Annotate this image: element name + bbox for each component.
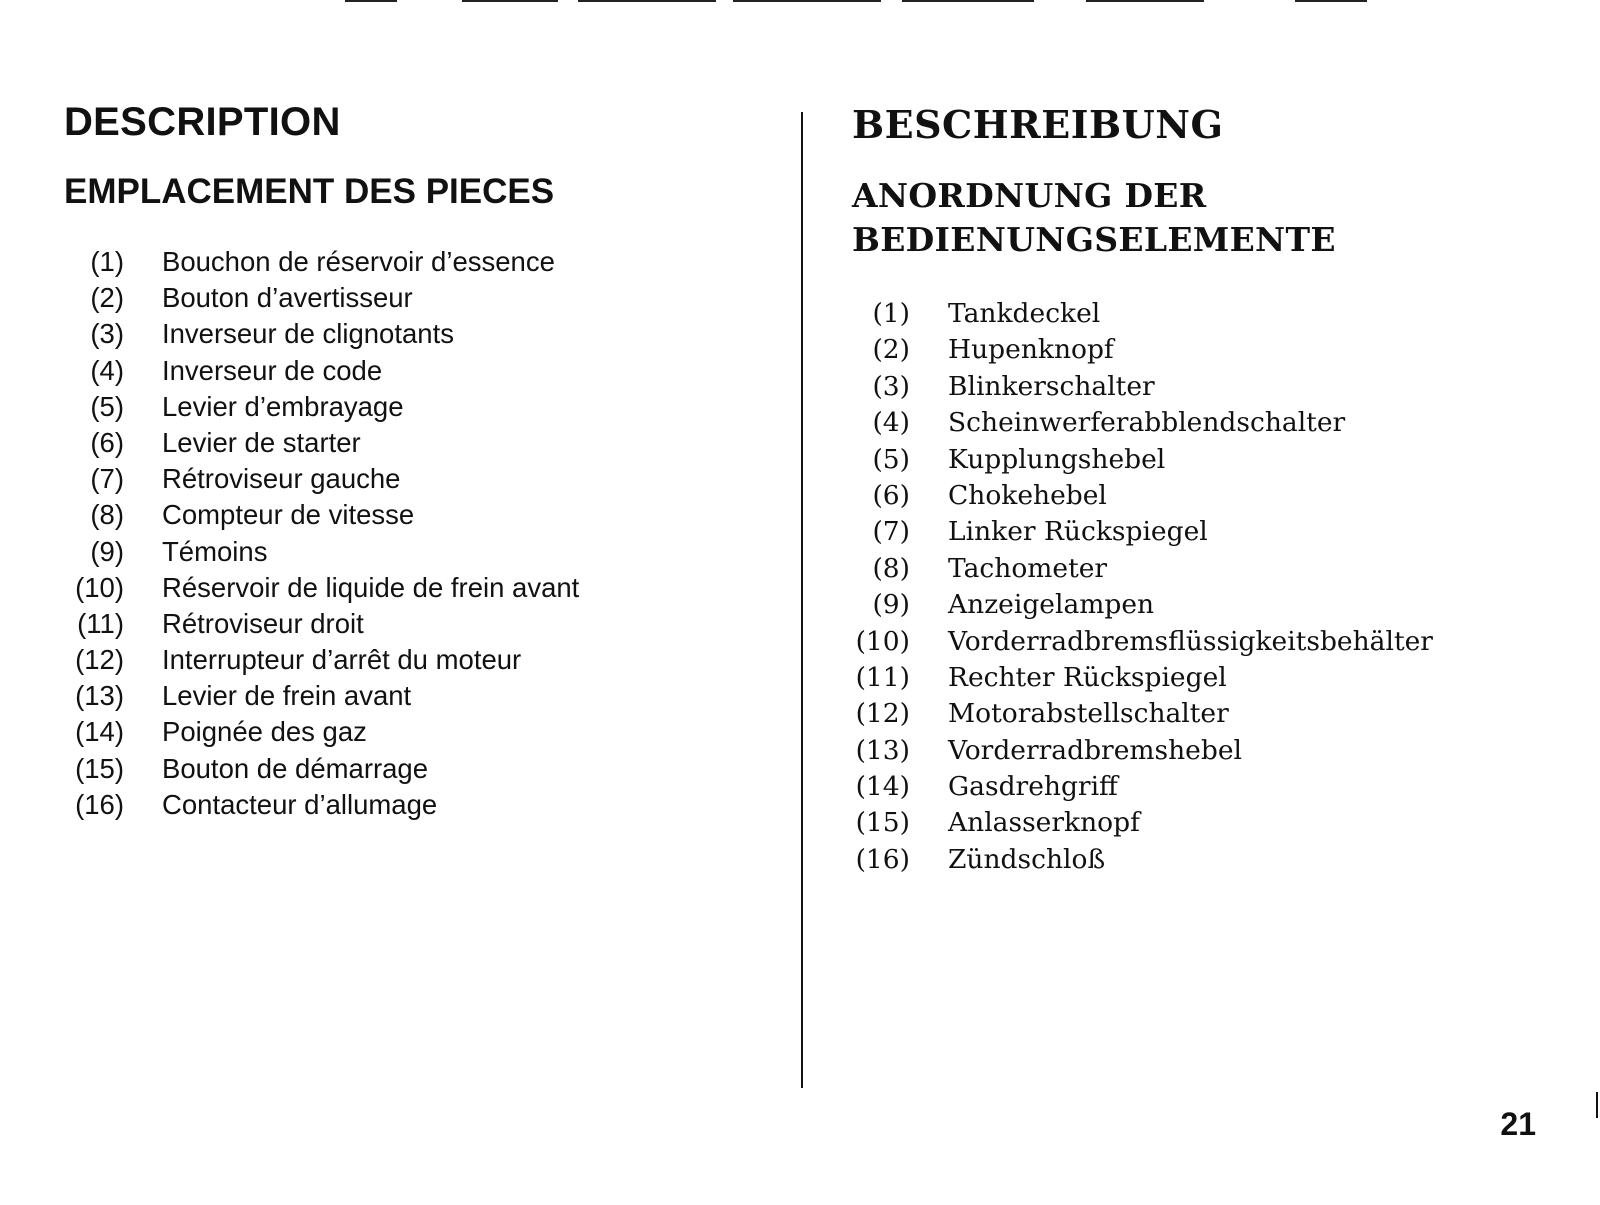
item-number: (1) xyxy=(90,246,124,277)
item-number: (2) xyxy=(872,334,910,366)
list-item xyxy=(64,280,784,316)
list-item xyxy=(852,405,1572,441)
list-item xyxy=(64,461,784,497)
item-number: (10) xyxy=(75,571,124,603)
item-number: (8) xyxy=(90,499,124,531)
list-item xyxy=(852,296,1572,332)
german-subtitle-line2: BEDIENUNGSELEMENTE xyxy=(852,220,1336,259)
item-label: Vorderradbremshebel xyxy=(948,734,1242,766)
list-item xyxy=(852,805,1572,841)
item-number: (7) xyxy=(90,463,124,495)
column-divider xyxy=(801,112,803,1088)
item-label: Réservoir de liquide de frein avant xyxy=(162,571,580,603)
item-number: (9) xyxy=(90,535,124,567)
item-number: (15) xyxy=(75,752,124,784)
edge-mark xyxy=(1596,1092,1598,1118)
german-subtitle-line1: ANORDNUNG DER xyxy=(852,176,1207,215)
item-label: Vorderradbremsflüssigkeitsbehälter xyxy=(948,625,1433,657)
top-edge-marks xyxy=(0,0,1600,6)
item-label: Rétroviseur gauche xyxy=(162,463,401,495)
item-number: (15) xyxy=(855,807,910,839)
french-column xyxy=(64,96,784,823)
list-item xyxy=(64,534,784,570)
item-number: (11) xyxy=(855,661,910,693)
list-item xyxy=(852,769,1572,805)
item-number: (9) xyxy=(872,589,910,621)
item-number: (5) xyxy=(872,443,910,475)
item-number: (6) xyxy=(90,426,124,458)
item-label: Interrupteur d’arrêt du moteur xyxy=(162,644,522,676)
item-label: Rechter Rückspiegel xyxy=(948,661,1227,693)
list-item xyxy=(852,442,1572,478)
item-number: (12) xyxy=(855,698,910,730)
item-label: Inverseur de code xyxy=(162,354,383,386)
item-label: Kupplungshebel xyxy=(948,443,1166,475)
list-item xyxy=(852,369,1572,405)
list-item xyxy=(64,714,784,750)
item-number: (5) xyxy=(90,390,124,422)
item-label: Tachometer xyxy=(948,552,1108,584)
item-label: Tankdeckel xyxy=(948,298,1101,329)
item-label: Bouchon de réservoir d’essence xyxy=(162,246,555,277)
list-item xyxy=(64,353,784,389)
french-subtitle: EMPLACEMENT DES PIECES xyxy=(64,172,555,211)
list-item xyxy=(64,678,784,714)
list-item xyxy=(852,696,1572,732)
german-subtitle xyxy=(852,174,1572,262)
item-label: Poignée des gaz xyxy=(162,716,367,748)
list-item xyxy=(852,660,1572,696)
item-number: (11) xyxy=(77,607,124,639)
item-number: (4) xyxy=(872,407,910,439)
list-item xyxy=(852,332,1572,368)
list-item xyxy=(64,606,784,642)
item-label: Gasdrehgriff xyxy=(948,771,1118,803)
item-label: Anzeigelampen xyxy=(948,589,1155,621)
item-label: Contacteur d’allumage xyxy=(162,788,438,820)
item-number: (6) xyxy=(872,479,910,511)
item-number: (7) xyxy=(872,516,910,548)
item-number: (16) xyxy=(855,843,910,875)
item-number: (13) xyxy=(855,734,910,766)
list-item xyxy=(852,551,1572,587)
list-item xyxy=(64,570,784,606)
item-number: (2) xyxy=(90,282,124,314)
list-item xyxy=(64,497,784,533)
list-item xyxy=(64,316,784,352)
item-label: Levier de frein avant xyxy=(162,680,412,712)
list-item xyxy=(64,389,784,425)
item-number: (3) xyxy=(90,318,124,350)
item-label: Bouton de démarrage xyxy=(162,752,429,784)
item-label: Levier de starter xyxy=(162,426,361,458)
list-item xyxy=(852,842,1572,878)
item-number: (13) xyxy=(75,680,124,712)
list-item xyxy=(64,244,784,280)
item-label: Témoins xyxy=(162,535,268,567)
french-title: DESCRIPTION xyxy=(64,100,341,144)
item-label: Motorabstellschalter xyxy=(948,698,1229,730)
item-label: Bouton d’avertisseur xyxy=(162,282,413,314)
item-number: (8) xyxy=(872,552,910,584)
item-number: (1) xyxy=(872,298,910,329)
list-item xyxy=(64,751,784,787)
item-label: Blinkerschalter xyxy=(948,370,1155,402)
german-title: BESCHREIBUNG xyxy=(852,102,1224,147)
list-item xyxy=(64,425,784,461)
item-label: Rétroviseur droit xyxy=(162,607,364,639)
item-number: (14) xyxy=(855,771,910,803)
item-label: Linker Rückspiegel xyxy=(948,516,1208,548)
list-item xyxy=(852,514,1572,550)
item-label: Hupenknopf xyxy=(948,334,1114,366)
item-label: Compteur de vitesse xyxy=(162,499,415,531)
list-item xyxy=(852,478,1572,514)
item-label: Inverseur de clignotants xyxy=(162,318,454,350)
german-parts-list xyxy=(852,296,1572,878)
item-label: Scheinwerferabblendschalter xyxy=(948,407,1346,439)
item-label: Zündschloß xyxy=(948,843,1106,875)
list-item xyxy=(64,787,784,823)
list-item xyxy=(852,733,1572,769)
item-number: (3) xyxy=(872,370,910,402)
item-number: (14) xyxy=(75,716,124,748)
item-number: (16) xyxy=(75,788,124,820)
item-label: Levier d’embrayage xyxy=(162,390,404,422)
list-item xyxy=(64,642,784,678)
item-label: Chokehebel xyxy=(948,479,1107,511)
list-item xyxy=(852,587,1572,623)
item-label: Anlasserknopf xyxy=(948,807,1140,839)
french-parts-list xyxy=(64,244,784,823)
item-number: (12) xyxy=(75,644,124,676)
list-item xyxy=(852,624,1572,660)
page-number: 21 xyxy=(1500,1106,1536,1142)
german-column xyxy=(852,98,1572,878)
item-number: (4) xyxy=(90,354,124,386)
item-number: (10) xyxy=(855,625,910,657)
